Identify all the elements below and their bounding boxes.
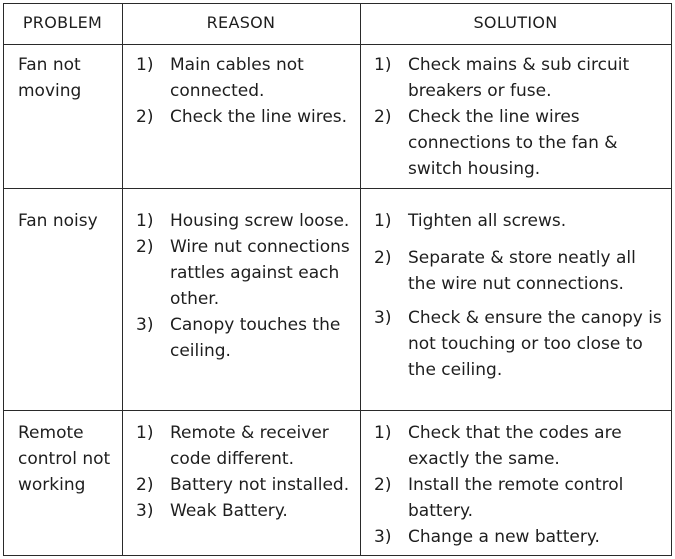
item-text: Tighten all screws.: [408, 211, 567, 231]
item-number: 3): [136, 315, 154, 335]
list-item: [374, 104, 666, 182]
row-3-solutions: [374, 420, 666, 550]
table-border-left: [3, 3, 4, 556]
table-border-bottom: [3, 555, 672, 556]
item-text: Housing screw loose.: [170, 211, 350, 231]
row-2-solutions: [374, 208, 666, 383]
list-item: [374, 52, 666, 104]
list-item: [374, 245, 666, 297]
item-number: 1): [136, 423, 154, 443]
list-item: [136, 208, 358, 234]
list-item: [374, 472, 666, 524]
header-divider: [3, 44, 672, 45]
row-2-reasons: [136, 208, 358, 364]
item-text: Check the line wires connections to the fan & switch housing.: [408, 107, 618, 179]
list-item: [136, 104, 358, 130]
item-number: 3): [374, 308, 392, 328]
item-text: Battery not installed.: [170, 475, 350, 495]
list-item: [374, 305, 666, 383]
item-number: 1): [136, 211, 154, 231]
item-number: 3): [136, 501, 154, 521]
item-text: Canopy touches the ceiling.: [170, 315, 341, 361]
list-item: [374, 208, 666, 234]
column-divider: [360, 3, 361, 556]
item-text: Wire nut connections rattles against each other.: [170, 237, 350, 309]
row-2-problem: Fan noisy: [18, 211, 98, 231]
item-number: 1): [374, 55, 392, 75]
row-1-problem: Fan not moving: [18, 55, 82, 101]
item-text: Separate & store neatly all the wire nut connections.: [408, 248, 636, 294]
list-item: [136, 234, 358, 312]
item-text: Check & ensure the canopy is not touching or too close to the ceiling.: [408, 308, 662, 380]
item-text: Check the line wires.: [170, 107, 348, 127]
item-number: 3): [374, 527, 392, 547]
row-1-reasons: [136, 52, 358, 130]
item-text: Install the remote control battery.: [408, 475, 624, 521]
header-problem: PROBLEM: [22, 12, 103, 32]
list-item: [136, 420, 358, 472]
row-3-reasons: [136, 420, 358, 524]
row-divider: [3, 410, 672, 411]
list-item: [374, 524, 666, 550]
item-number: 2): [136, 237, 154, 257]
item-number: 1): [374, 423, 392, 443]
header-solution: SOLUTION: [473, 12, 558, 32]
row-1-solutions: [374, 52, 666, 182]
item-number: 1): [374, 211, 392, 231]
list-item: [136, 472, 358, 498]
item-number: 2): [374, 475, 392, 495]
row-3-problem: Remote control not working: [18, 423, 111, 495]
item-number: 1): [136, 55, 154, 75]
item-text: Check that the codes are exactly the same.: [408, 423, 622, 469]
item-text: Weak Battery.: [170, 501, 288, 521]
column-divider: [122, 3, 123, 556]
item-text: Main cables not connected.: [170, 55, 304, 101]
row-divider: [3, 188, 672, 189]
item-number: 2): [374, 107, 392, 127]
header-reason: REASON: [206, 12, 276, 32]
item-text: Change a new battery.: [408, 527, 600, 547]
list-item: [136, 52, 358, 104]
item-number: 2): [136, 475, 154, 495]
item-text: Check mains & sub circuit breakers or fuse.: [408, 55, 630, 101]
list-item: [136, 312, 358, 364]
list-item: [136, 498, 358, 524]
item-number: 2): [374, 248, 392, 268]
list-item: [374, 420, 666, 472]
item-text: Remote & receiver code different.: [170, 423, 329, 469]
table-border-right: [671, 3, 672, 556]
item-number: 2): [136, 107, 154, 127]
